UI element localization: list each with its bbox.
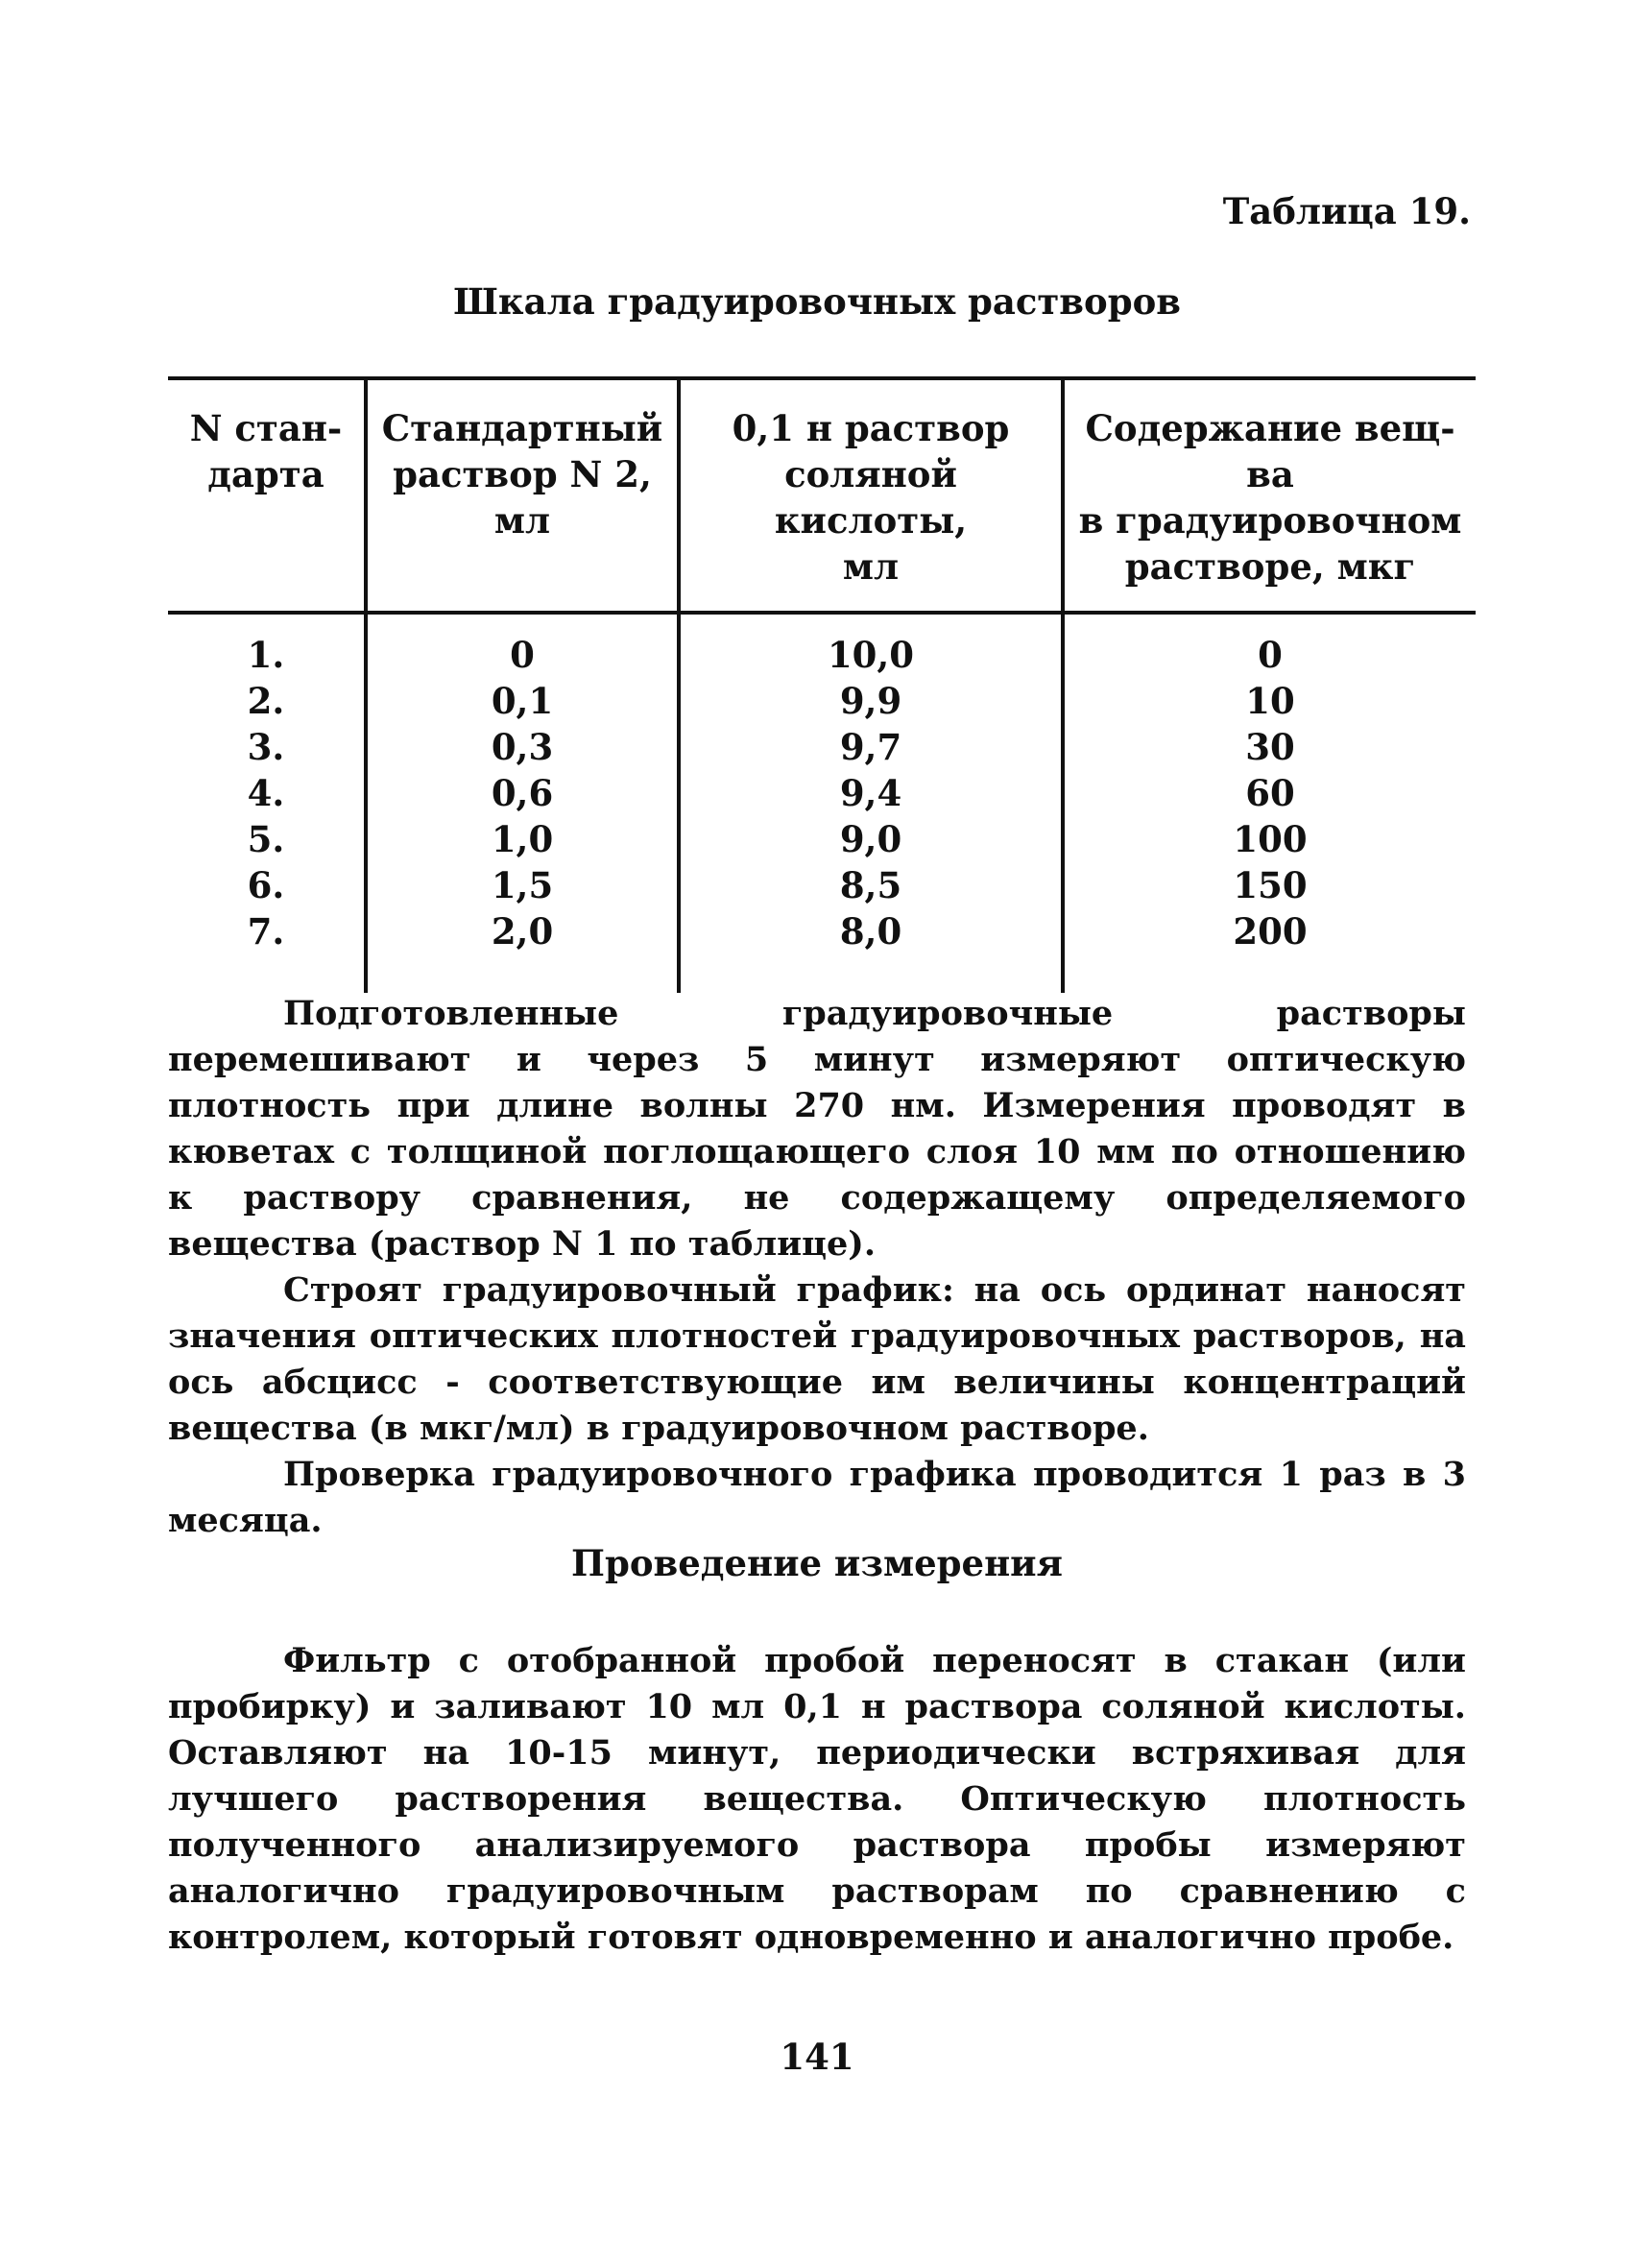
header-line: 0,1 н раствор	[732, 407, 1010, 449]
paragraph: Фильтр с отобранной пробой переносят в стакан (или пробирку) и заливают 10 мл 0,1 н раствора соляной кислоты. Оставляют на 10-15 минут, периодически встряхивая для лучшего растворения вещества. Оптическую плотность полученного анализируемого раствора пробы измеряют аналогично градуировочным растворам по сравнению с контролем, который готовят одновременно и аналогично пробе.	[168, 1641, 1466, 1957]
cell-hcl-solution: 8,5	[679, 862, 1063, 908]
table-row	[168, 613, 1476, 678]
cell-standard-number: 5.	[247, 818, 285, 860]
header-hcl-solution	[679, 378, 1063, 613]
calibration-table	[168, 376, 1476, 993]
cell-substance-content: 60	[1063, 770, 1476, 816]
header-standard-solution	[366, 378, 679, 613]
cell-standard-solution: 1,5	[366, 862, 679, 908]
header-line: N стан-	[189, 407, 343, 449]
cell-hcl-solution: 9,7	[679, 724, 1063, 770]
cell-standard-solution: 2,0	[366, 908, 679, 954]
cell-substance-content: 150	[1063, 862, 1476, 908]
cell-hcl-solution: 9,0	[679, 816, 1063, 862]
body-text-bottom	[168, 1638, 1466, 1961]
header-line: Содержание вещ-ва	[1085, 407, 1455, 495]
cell-standard-solution: 0,3	[366, 724, 679, 770]
paragraph: Строят градуировочный график: на ось ординат наносят значения оптических плотностей градуировочных растворов, на ось абсцисс - соответствующие им величины концентраций вещества (в мкг/мл) в градуировочном растворе.	[168, 1270, 1466, 1448]
header-line: дарта	[207, 453, 324, 495]
table-label: Таблица 19.	[1222, 190, 1471, 232]
cell-hcl-solution: 9,9	[679, 678, 1063, 724]
cell-substance-content: 30	[1063, 724, 1476, 770]
cell-standard-solution: 0	[366, 613, 679, 678]
cell-substance-content: 100	[1063, 816, 1476, 862]
header-line: растворе, мкг	[1124, 545, 1416, 588]
cell-standard-number: 6.	[247, 864, 285, 906]
header-line: Стандартный	[381, 407, 663, 449]
cell-hcl-solution: 10,0	[679, 613, 1063, 678]
cell-standard-solution: 0,6	[366, 770, 679, 816]
table-title: Шкала градуировочных растворов	[453, 280, 1181, 323]
cell-substance-content: 0	[1063, 613, 1476, 678]
header-substance-content	[1063, 378, 1476, 613]
cell-hcl-solution: 8,0	[679, 908, 1063, 954]
header-line: в градуировочном	[1078, 499, 1462, 542]
table-row	[168, 678, 1476, 724]
header-standard-number	[168, 378, 366, 613]
table-row	[168, 770, 1476, 816]
cell-standard-solution: 1,0	[366, 816, 679, 862]
cell-substance-content: 10	[1063, 678, 1476, 724]
cell-standard-solution: 0,1	[366, 678, 679, 724]
paragraph: Подготовленные градуировочные растворы перемешивают и через 5 минут измеряют оптическую плотность при длине волны 270 нм. Измерения проводят в кюветах с толщиной поглощающего слоя 10 мм по отношению к раствору сравнения, не содержащему определяемого вещества (раствор N 1 по таблице).	[168, 994, 1466, 1264]
cell-hcl-solution: 9,4	[679, 770, 1063, 816]
header-line: мл	[493, 499, 551, 542]
table-row	[168, 862, 1476, 908]
page-number: 141	[780, 2036, 854, 2078]
header-line: мл	[842, 545, 900, 588]
cell-substance-content: 200	[1063, 908, 1476, 954]
cell-standard-number: 3.	[247, 726, 285, 768]
cell-standard-number: 2.	[247, 680, 285, 722]
table-header-row	[168, 378, 1476, 613]
paragraph: Проверка градуировочного графика проводится 1 раз в 3 месяца.	[168, 1455, 1466, 1540]
table-row	[168, 724, 1476, 770]
header-line: соляной кислоты,	[774, 453, 968, 542]
cell-standard-number: 1.	[247, 634, 285, 676]
body-text-top	[168, 991, 1466, 1544]
table-row	[168, 816, 1476, 862]
header-line: раствор N 2,	[393, 453, 652, 495]
table-spacer-row	[168, 954, 1476, 993]
table-row	[168, 908, 1476, 954]
section-heading: Проведение измерения	[571, 1542, 1063, 1584]
cell-standard-number: 4.	[247, 772, 285, 814]
cell-standard-number: 7.	[247, 910, 285, 953]
